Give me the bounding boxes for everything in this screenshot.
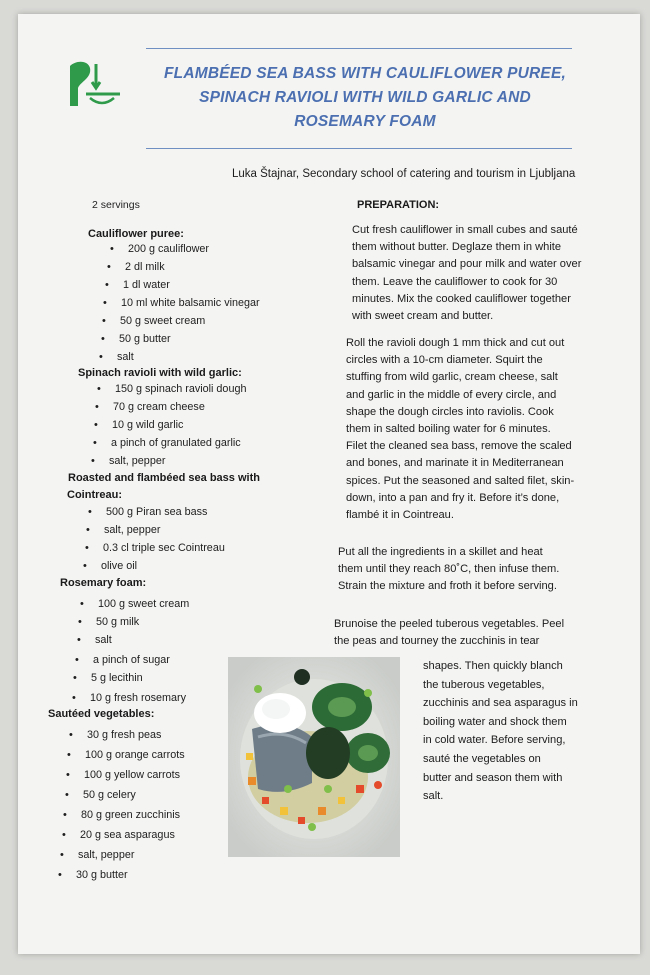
ingredient-item: • 10 g wild garlic [112, 419, 183, 431]
ingredient-item: • 10 g fresh rosemary [90, 692, 186, 704]
author-line: Luka Štajnar, Secondary school of catering and tourism in Ljubljana [232, 168, 576, 180]
ingredient-item: • 80 g green zucchinis [81, 809, 180, 821]
ingredient-heading: Roasted and flambéed sea bass with [68, 472, 260, 484]
preparation-paragraph: Brunoise the peeled tuberous vegetables. Peel the peas and tourney the zucchinis in tear [334, 618, 565, 648]
ingredient-item: • 200 g cauliflower [128, 243, 209, 255]
preparation-paragraph: Cut fresh cauliflower in small cubes and sauté them without butter. Deglaze them in white balsamic vinegar and pour milk and water over them. Leave the cauliflower to cook for 30 minutes. Mix the cooked cauliflower together with sweet cream and butter. [352, 224, 582, 323]
ingredient-item: • 100 g orange carrots [85, 749, 185, 761]
title-top-rule [146, 48, 572, 49]
preparation-heading: PREPARATION: [357, 199, 440, 211]
preparation-paragraph: shapes. Then quickly blanch the tuberous vegetables, zucchinis and sea asparagus in boiling water and shock them in cold water. Before serving, sauté the vegetables on butter and season them with salt. [423, 660, 578, 803]
ingredient-item: • 20 g sea asparagus [80, 829, 175, 841]
spoon-plate-logo-icon [66, 58, 122, 112]
ingredient-item: • 150 g spinach ravioli dough [115, 383, 246, 395]
ingredient-item: • 50 g butter [119, 333, 171, 345]
plated-dish-photo [228, 657, 400, 857]
servings-label: 2 servings [92, 199, 140, 211]
ingredient-item: • 50 g celery [83, 789, 136, 801]
ingredient-item: • 0.3 cl triple sec Cointreau [103, 542, 225, 554]
ingredient-heading: Cauliflower puree: [88, 228, 184, 240]
ingredient-item: • 1 dl water [123, 279, 170, 291]
preparation-paragraph: Roll the ravioli dough 1 mm thick and cut out circles with a 10-cm diameter. Squirt the stuffing from wild garlic, cream cheese, salt and garlic in the middle of every circle, and shape the dough circles into raviolis. Cook them in salted boiling water for 6 minutes. Filet the cleaned sea bass, remove the scaled and bones, and marinate it in Mediterranean spices. Put the seasoned and salted filet, skin- down, into a pan and fry it. Before it’s done, flambé it in Cointreau. [346, 337, 575, 522]
title-bottom-rule [146, 148, 572, 149]
ingredient-item: • salt [95, 634, 112, 646]
preparation-paragraph: Put all the ingredients in a skillet and heat them until they reach 80˚C, then infuse them. Strain the mixture and froth it before serving. [338, 546, 560, 593]
ingredient-item: • salt, pepper [78, 849, 134, 861]
ingredient-item: • olive oil [101, 560, 137, 572]
ingredient-item: • salt [117, 351, 134, 363]
ingredient-item: • salt, pepper [109, 455, 165, 467]
ingredient-item: • 30 g fresh peas [87, 729, 161, 741]
recipe-title: FLAMBÉED SEA BASS WITH CAULIFLOWER PUREE, SPINACH RAVIOLI WITH WILD GARLIC AND ROSEMARY FOAM [163, 65, 566, 130]
ingredient-item: • 30 g butter [76, 869, 128, 881]
ingredient-heading: Rosemary foam: [60, 577, 147, 589]
ingredient-item: • 500 g Piran sea bass [106, 506, 207, 518]
ingredient-item: • 100 g yellow carrots [84, 769, 180, 781]
ingredient-item: • 100 g sweet cream [98, 598, 189, 610]
ingredient-heading-cont: Cointreau: [67, 489, 122, 501]
ingredient-item: • 50 g milk [96, 616, 139, 628]
ingredient-item: • 2 dl milk [125, 261, 165, 273]
ingredient-item: • a pinch of sugar [93, 654, 170, 666]
ingredient-item: • 50 g sweet cream [120, 315, 205, 327]
ingredient-heading: Spinach ravioli with wild garlic: [78, 367, 242, 379]
ingredient-heading: Sautéed vegetables: [48, 708, 155, 720]
ingredient-item: • salt, pepper [104, 524, 160, 536]
ingredient-item: • a pinch of granulated garlic [111, 437, 241, 449]
ingredient-item: • 10 ml white balsamic vinegar [121, 297, 260, 309]
ingredient-item: • 70 g cream cheese [113, 401, 205, 413]
ingredient-item: • 5 g lecithin [91, 672, 143, 684]
